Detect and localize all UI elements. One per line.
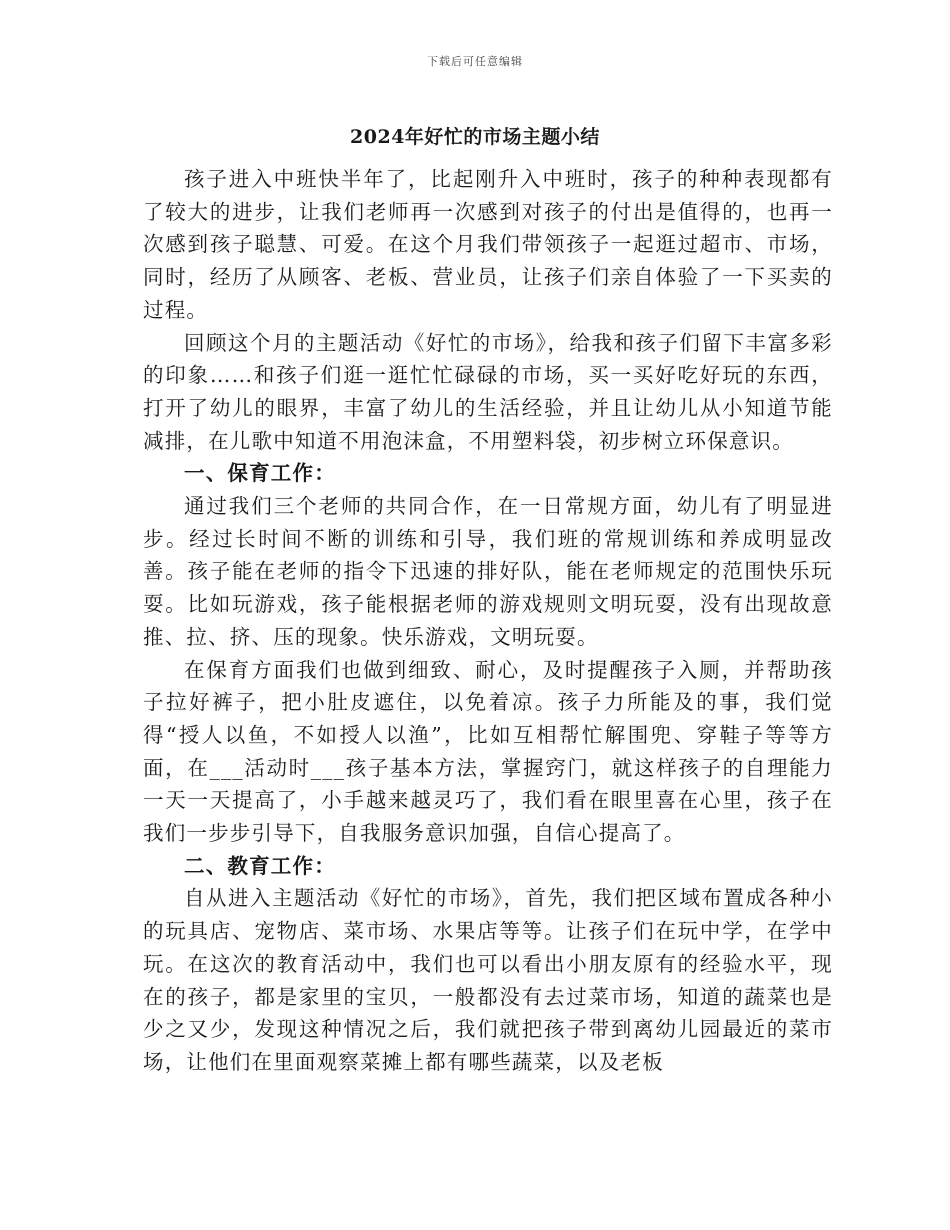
paragraph-care-routine: 通过我们三个老师的共同合作，在一日常规方面，幼儿有了明显进步。经过长时间不断的训练和引导，我们班的常规训练和养成明显改善。孩子能在老师的指令下迅速的排好队，能在老师规定的范围快乐玩耍。比如玩游戏，孩子能根据老师的游戏规则文明玩耍，没有出现故意推、拉、挤、压的现象。快乐游戏，文明玩耍。 bbox=[143, 494, 833, 649]
paragraph-intro: 孩子进入中班快半年了，比起刚升入中班时，孩子的种种表现都有了较大的进步，让我们老师再一次感到对孩子的付出是值得的，也再一次感到孩子聪慧、可爱。在这个月我们带领孩子一起逛过超市、市场，同时，经历了从顾客、老板、营业员，让孩子们亲自体验了一下买卖的过程。 bbox=[143, 167, 833, 322]
paragraph-care-detail: 在保育方面我们也做到细致、耐心，及时提醒孩子入厕，并帮助孩子拉好裤子，把小肚皮遮住，以免着凉。孩子力所能及的事，我们觉得“授人以鱼，不如授人以渔”，比如互相帮忙解围兜、穿鞋子等等方面，在___活动时___孩子基本方法，掌握窍门，就这样孩子的自理能力一天一天提高了，小手越来越灵巧了，我们看在眼里喜在心里，孩子在我们一步步引导下，自我服务意识加强，自信心提高了。 bbox=[143, 657, 833, 846]
page-header-note: 下载后可任意编辑 bbox=[427, 55, 523, 68]
section-heading-care: 一、保育工作： bbox=[184, 461, 336, 486]
section-heading-education: 二、教育工作： bbox=[184, 853, 336, 878]
paragraph-review: 回顾这个月的主题活动《好忙的市场》，给我和孩子们留下丰富多彩的印象……和孩子们逛一逛忙忙碌碌的市场，买一买好吃好玩的东西，打开了幼儿的眼界，丰富了幼儿的生活经验，并且让幼儿从小知道节能减排，在儿歌中知道不用泡沫盒，不用塑料袋，初步树立环保意识。 bbox=[143, 330, 833, 453]
paragraph-education: 自从进入主题活动《好忙的市场》，首先，我们把区域布置成各种小的玩具店、宠物店、菜市场、水果店等等。让孩子们在玩中学，在学中玩。在这次的教育活动中，我们也可以看出小朋友原有的经验水平，现在的孩子，都是家里的宝贝，一般都没有去过菜市场，知道的蔬菜也是少之又少，发现这种情况之后，我们就把孩子带到离幼儿园最近的菜市场，让他们在里面观察菜摊上都有哪些蔬菜，以及老板 bbox=[143, 886, 833, 1074]
document-title: 2024年好忙的市场主题小结 bbox=[350, 126, 600, 148]
document-body bbox=[143, 163, 833, 1079]
